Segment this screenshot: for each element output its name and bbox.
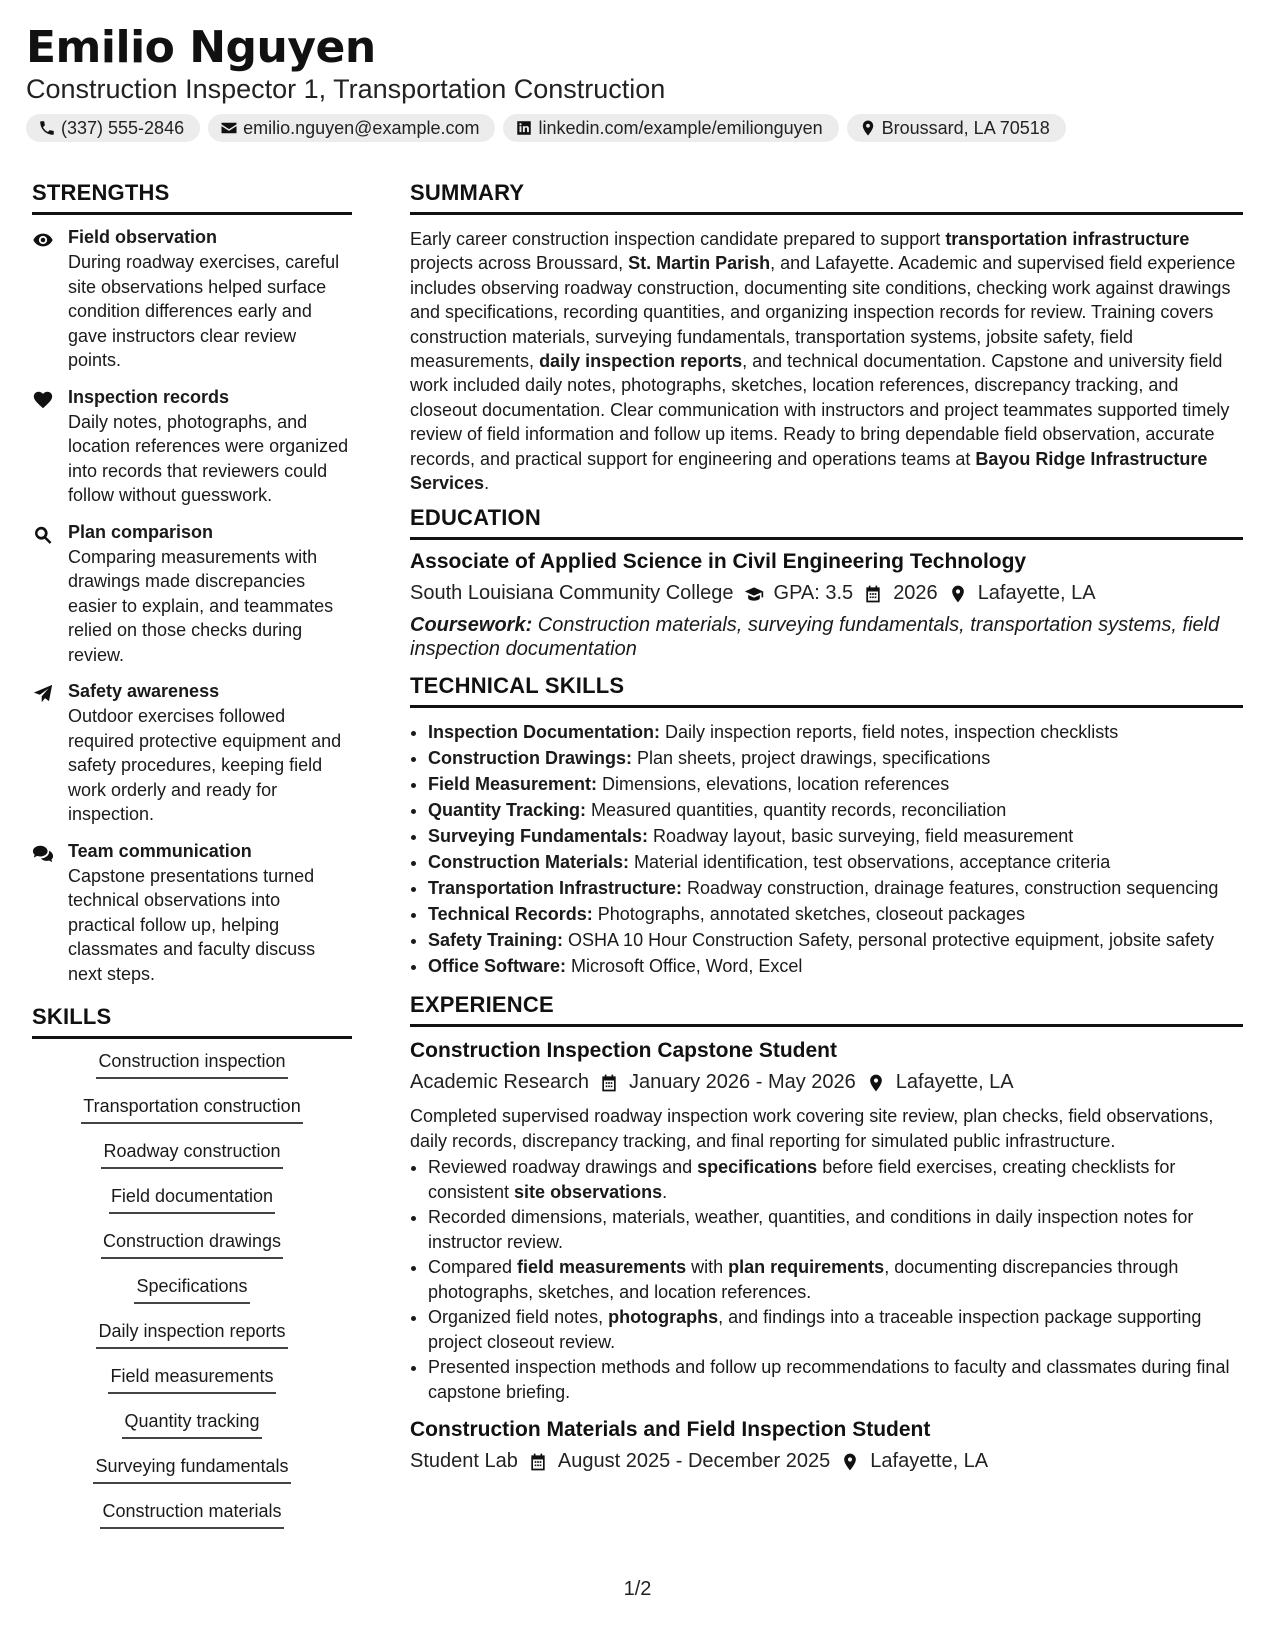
job-dates: January 2026 - May 2026	[628, 1071, 856, 1094]
job-org: Academic Research	[410, 1071, 589, 1094]
summary-part: transportation infrastructure	[945, 229, 1190, 249]
skill-label: Transportation Infrastructure:	[428, 878, 683, 899]
graduation-year: 2026	[893, 582, 938, 605]
skill-tag: Field measurements	[108, 1366, 275, 1394]
skill-value: OSHA 10 Hour Construction Safety, personal protective equipment, jobsite safety	[563, 930, 1215, 951]
skill-tag: Specifications	[134, 1276, 249, 1304]
summary-part: St. Martin Parish	[628, 253, 771, 274]
strength-item	[32, 522, 352, 668]
school-name: South Louisiana Community College	[410, 582, 734, 605]
location-contact	[847, 114, 1066, 142]
strength-item	[32, 387, 352, 508]
strength-title: Inspection records	[68, 386, 230, 407]
skill-value: Daily inspection reports, field notes, inspection checklists	[660, 722, 1119, 743]
job-title: Construction Inspection Capstone Student	[410, 1039, 838, 1063]
page-number: 1/2	[623, 1578, 652, 1600]
calendar-icon	[599, 1073, 619, 1093]
skill-label: Inspection Documentation:	[428, 722, 661, 743]
skill-tag: Roadway construction	[101, 1141, 282, 1169]
skill-value: Photographs, annotated sketches, closeout packages	[592, 904, 1026, 925]
strength-desc: During roadway exercises, careful site observations helped surface condition differences early and gave instructors clear review points.	[68, 252, 340, 370]
strength-title: Field observation	[68, 227, 218, 247]
education-heading: EDUCATION	[410, 505, 1243, 540]
linkedin-text: linkedin.com/example/emilionguyen	[538, 117, 823, 138]
gpa-text: GPA: 3.5	[773, 582, 854, 605]
bullet-part: Reviewed roadway drawings and	[428, 1157, 698, 1178]
calendar-icon	[863, 584, 883, 604]
list-item	[428, 772, 1243, 796]
list-item	[428, 1305, 1243, 1354]
summary-part: projects across Broussard,	[410, 253, 629, 274]
calendar-icon	[528, 1452, 548, 1472]
strength-desc: Outdoor exercises followed required protective equipment and safety procedures, keeping field work orderly and ready for inspection.	[68, 706, 342, 824]
list-item	[428, 1355, 1243, 1404]
school-location: Lafayette, LA	[977, 582, 1096, 605]
strength-item	[32, 681, 352, 827]
skills-list	[32, 1051, 352, 1546]
job-location: Lafayette, LA	[895, 1071, 1014, 1094]
strengths-heading: STRENGTHS	[32, 180, 352, 215]
skill-label: Safety Training:	[428, 930, 564, 951]
coursework	[410, 613, 1243, 661]
bullet-part: .	[662, 1181, 668, 1202]
job-entry	[410, 1418, 1243, 1473]
skill-tag: Construction inspection	[96, 1051, 287, 1079]
skill-tag: Transportation construction	[81, 1096, 302, 1124]
summary-part: Bayou Ridge Infrastructure Services	[410, 448, 1208, 494]
map-pin-icon	[866, 1073, 886, 1093]
bullet-part: Recorded dimensions, materials, weather, quantities, and conditions in daily inspection notes for instructor review.	[428, 1207, 1194, 1252]
strength-title: Team communication	[68, 840, 252, 861]
paper-plane-icon	[32, 683, 54, 705]
job-description: Completed supervised roadway inspection work covering site review, plan checks, field observations, daily records, discrepancy tracking, and final reporting for simulated public infrastructure.	[410, 1106, 1214, 1151]
strength-item	[32, 227, 352, 373]
skill-label: Construction Materials:	[428, 852, 630, 873]
list-item	[428, 798, 1243, 822]
list-item	[428, 928, 1243, 952]
skill-value: Measured quantities, quantity records, reconciliation	[586, 800, 1007, 821]
job-entry	[410, 1039, 1243, 1404]
phone-contact[interactable]	[26, 114, 200, 142]
skill-tag: Construction drawings	[101, 1231, 283, 1259]
summary-part: , and Lafayette. Academic and supervised field experience includes observing roadway construction, documenting site conditions, checking work against drawings and specifications, recording quantities, and organizing inspection records for review. Training covers construction materials, surveying fundamentals, transportation systems, jobsite safety, field measurements,	[410, 253, 1236, 372]
summary-part: Early career construction inspection candidate prepared to support	[410, 229, 946, 249]
skill-label: Quantity Tracking:	[428, 800, 587, 821]
phone-icon	[38, 119, 56, 137]
skill-label: Technical Records:	[428, 904, 593, 925]
bullet-part: , documenting discrepancies through photographs, sketches, and location references.	[428, 1257, 1179, 1302]
bullet-part: plan requirements	[728, 1257, 885, 1278]
job-dates: August 2025 - December 2025	[557, 1450, 831, 1473]
list-item	[428, 746, 1243, 770]
strength-title: Plan comparison	[68, 521, 214, 542]
summary-heading: SUMMARY	[410, 180, 1243, 215]
technical-skills-heading: TECHNICAL SKILLS	[410, 673, 1243, 708]
candidate-title: Construction Inspector 1, Transportation Construction	[26, 74, 666, 104]
bullet-part: Presented inspection methods and follow up recommendations to faculty and classmates during final capstone briefing.	[428, 1357, 1230, 1402]
map-pin-icon	[859, 119, 877, 137]
coursework-text: Construction materials, surveying fundamentals, transportation systems, field inspection documentation	[410, 614, 1220, 661]
bullet-part: site observations	[514, 1181, 663, 1202]
candidate-name: Emilio Nguyen	[26, 22, 376, 73]
envelope-icon	[220, 119, 238, 137]
list-item	[428, 1155, 1243, 1204]
skill-tag: Field documentation	[109, 1186, 275, 1214]
job-bullets	[410, 1155, 1243, 1404]
skill-value: Dimensions, elevations, location references	[597, 774, 950, 795]
job-org: Student Lab	[410, 1450, 518, 1473]
heart-icon	[32, 389, 54, 411]
summary-text	[410, 227, 1243, 495]
bullet-part: specifications	[697, 1157, 818, 1178]
phone-text: (337) 555-2846	[61, 117, 185, 138]
job-title: Construction Materials and Field Inspection Student	[410, 1418, 931, 1442]
strength-desc: Capstone presentations turned technical observations into practical follow up, helping classmates and faculty discuss next steps.	[68, 865, 316, 984]
bullet-part: with	[686, 1257, 729, 1278]
skill-value: Material identification, test observations, acceptance criteria	[629, 852, 1111, 873]
job-meta	[410, 1450, 1243, 1473]
list-item	[428, 902, 1243, 926]
bullet-part: photographs	[608, 1307, 719, 1328]
skill-tag: Quantity tracking	[122, 1411, 261, 1439]
degree-title: Associate of Applied Science in Civil Engineering Technology	[410, 550, 1027, 574]
summary-part: , and technical documentation. Capstone and university field work included daily notes, photographs, sketches, location references, discrepancy tracking, and closeout documentation. Clear communication with instructors and project teammates supported timely review of field information and follow up items. Ready to bring dependable field observation, accurate records, and practical support for engineering and operations teams at	[410, 351, 1230, 469]
linkedin-contact[interactable]	[503, 114, 838, 142]
graduation-cap-icon	[744, 584, 764, 604]
bullet-part: Compared	[428, 1257, 518, 1278]
summary-part: daily inspection reports	[539, 351, 743, 372]
linkedin-icon	[515, 119, 533, 137]
summary-part: .	[484, 473, 490, 494]
list-item	[428, 720, 1243, 744]
strength-desc: Daily notes, photographs, and location references were organized into records that reviewers could follow without guesswork.	[68, 411, 349, 505]
contact-bar	[26, 114, 1066, 142]
list-item	[428, 1205, 1243, 1254]
skill-label: Construction Drawings:	[428, 748, 633, 769]
list-item	[428, 1255, 1243, 1304]
skill-tag: Construction materials	[100, 1501, 283, 1529]
strength-title: Safety awareness	[68, 681, 220, 701]
email-contact[interactable]	[208, 114, 495, 142]
comments-icon	[32, 843, 54, 865]
skill-label: Surveying Fundamentals:	[428, 826, 649, 847]
left-column	[32, 180, 352, 1546]
list-item	[428, 954, 1243, 978]
skill-label: Office Software:	[428, 956, 567, 977]
strength-item	[32, 841, 352, 987]
bullet-part: , and findings into a traceable inspection package supporting project closeout review.	[428, 1307, 1202, 1352]
job-location: Lafayette, LA	[870, 1450, 989, 1473]
search-icon	[32, 524, 54, 546]
email-text: emilio.nguyen@example.com	[243, 117, 480, 138]
location-text: Broussard, LA 70518	[881, 117, 1050, 138]
strength-desc: Comparing measurements with drawings made discrepancies easier to explain, and teammates relied on those checks during review.	[68, 546, 334, 665]
job-meta	[410, 1071, 1243, 1094]
skill-tag: Surveying fundamentals	[93, 1456, 290, 1484]
list-item	[428, 824, 1243, 848]
education-meta	[410, 582, 1243, 605]
map-pin-icon	[840, 1452, 860, 1472]
bullet-part: field measurements	[517, 1257, 687, 1278]
list-item	[428, 850, 1243, 874]
technical-skills-list	[410, 720, 1243, 978]
skill-value: Microsoft Office, Word, Excel	[566, 956, 803, 977]
eye-icon	[32, 229, 54, 251]
map-pin-icon	[948, 584, 968, 604]
experience-heading: EXPERIENCE	[410, 992, 1243, 1027]
skills-heading: SKILLS	[32, 1004, 352, 1039]
skill-value: Roadway layout, basic surveying, field measurement	[648, 826, 1074, 847]
list-item	[428, 876, 1243, 900]
coursework-label: Coursework:	[410, 614, 533, 637]
skill-value: Roadway construction, drainage features, construction sequencing	[682, 878, 1219, 899]
skill-value: Plan sheets, project drawings, specifications	[632, 748, 991, 769]
bullet-part: before field exercises, creating checklists for consistent	[428, 1157, 1176, 1202]
skill-tag: Daily inspection reports	[96, 1321, 287, 1349]
skill-label: Field Measurement:	[428, 774, 598, 795]
right-column	[410, 180, 1243, 1473]
bullet-part: Organized field notes,	[428, 1307, 609, 1328]
